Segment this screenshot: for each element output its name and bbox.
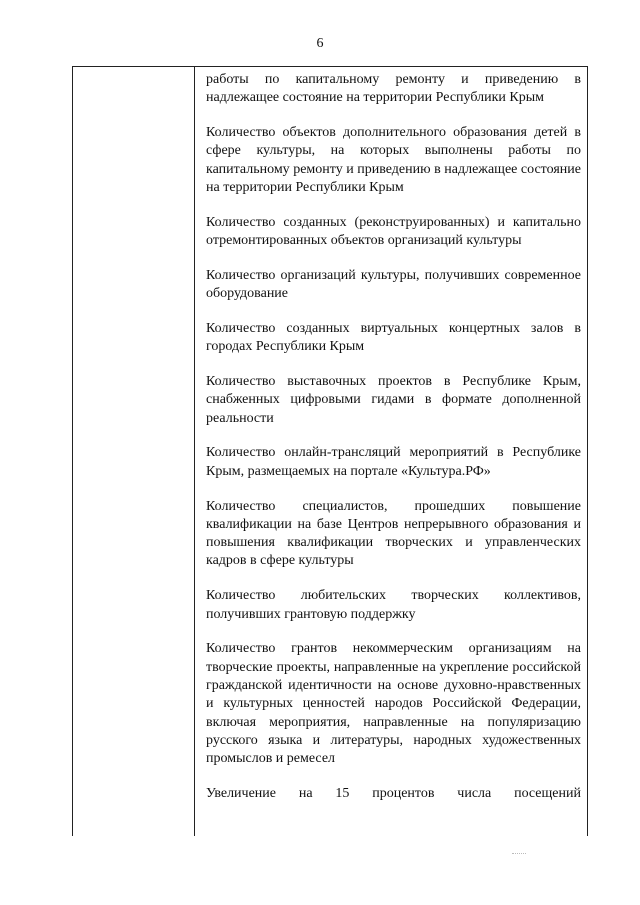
indicator-text: Количество созданных виртуальных концертных залов в городах Республики Крым [206, 320, 581, 355]
indicator-text: работы по капитальному ремонту и приведению в надлежащее состояние на территории Республики Крым [206, 72, 581, 106]
scan-artifact [512, 853, 526, 855]
indicator-text: Количество специалистов, прошедших повышение квалификации на базе Центров непрерывного образования и повышения квалификации творческих и управленческих кадров в сфере культуры [206, 498, 581, 569]
indicator-text: Увеличение на 15 процентов числа посещений [206, 785, 581, 801]
indicator-text: Количество онлайн-трансляций мероприятий в Республике Крым, размещаемых на портале «Культура.РФ» [206, 445, 581, 479]
indicator-text: Количество объектов дополнительного образования детей в сфере культуры, на которых выполнены работы по капитальному ремонту и приведению в надлежащее состояние на территории Республики Крым [206, 125, 581, 195]
page-number: 6 [316, 36, 324, 51]
indicator-text: Количество любительских творческих коллективов, получивших грантовую поддержку [206, 588, 581, 622]
indicator-table [72, 66, 588, 836]
indicator-text: Количество созданных (реконструированных) и капитально отремонтированных объектов организаций культуры [206, 214, 581, 249]
table-indicator-column [195, 67, 587, 836]
indicator-text: Количество грантов некоммерческим организациям на творческие проекты, направленные на укрепление российской гражданской идентичности на основе духовно-нравственных и культурных ценностей народов Российской Федерации, включая мероприятия, направленные на популяризацию русского языка и литературы, народных художественных промыслов и ремесел [206, 641, 581, 767]
table-left-column [73, 67, 195, 836]
indicator-text: Количество выставочных проектов в Республике Крым, снабженных цифровыми гидами в формате дополненной реальности [206, 374, 581, 426]
indicator-text: Количество организаций культуры, получивших современное оборудование [206, 267, 581, 302]
